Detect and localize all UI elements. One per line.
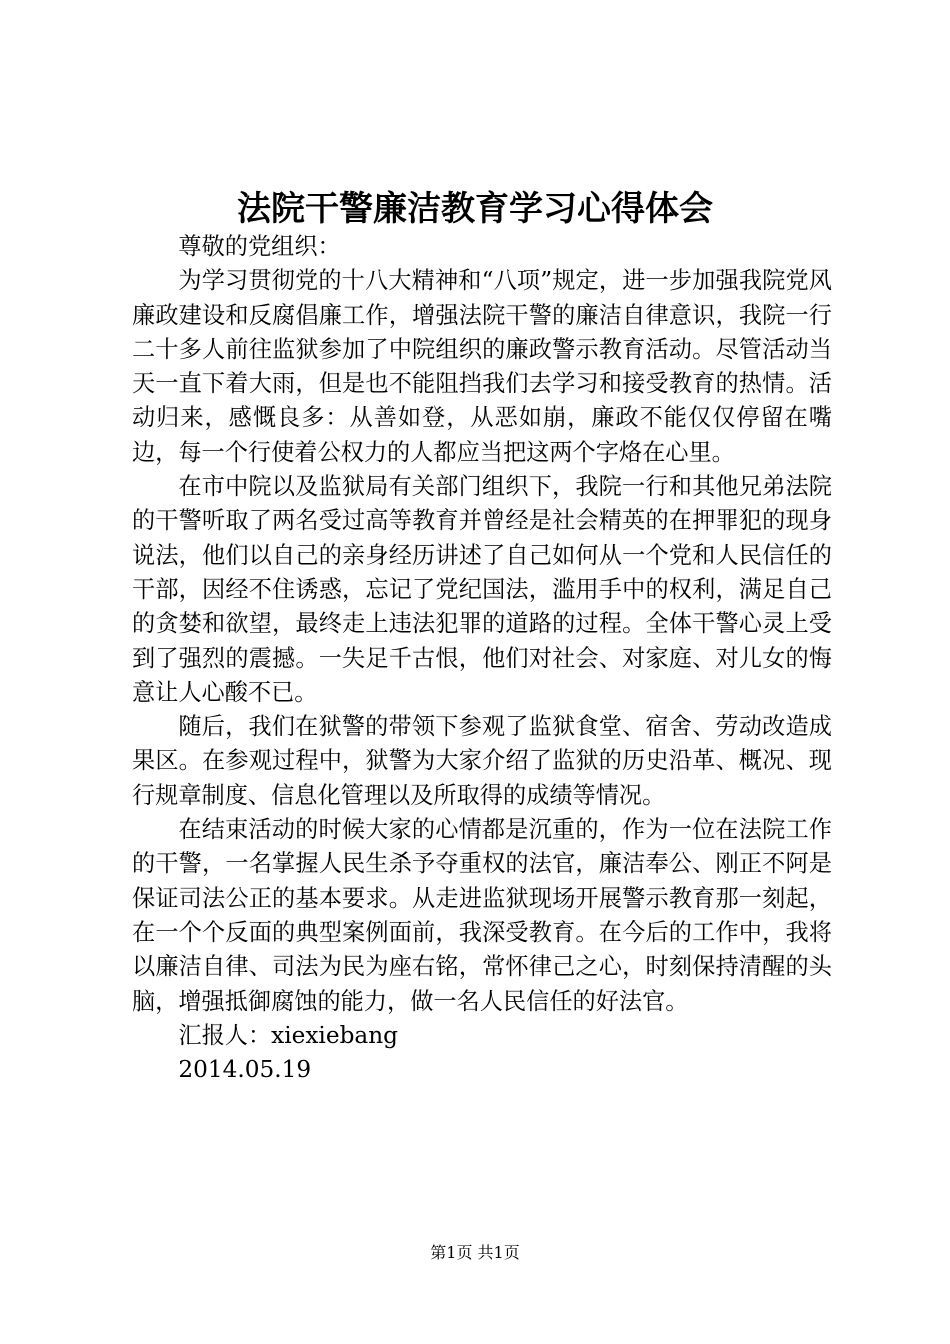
document-body bbox=[132, 230, 832, 1087]
paragraph-1: 为学习贯彻党的十八大精神和“八项”规定，进一步加强我院党风廉政建设和反腐倡廉工作，增强法院干警的廉洁自律意识，我院一行二十多人前往监狱参加了中院组织的廉政警示教育活动。尽管活动当天一直下着大雨，但是也不能阻挡我们去学习和接受教育的热情。活动归来，感慨良多：从善如登，从恶如崩，廉政不能仅仅停留在嘴边，每一个行使着公权力的人都应当把这两个字烙在心里。 bbox=[132, 267, 832, 466]
salutation: 尊敬的党组织： bbox=[178, 233, 341, 260]
paragraph-3: 随后，我们在狱警的带领下参观了监狱食堂、宿舍、劳动改造成果区。在参观过程中，狱警为大家介绍了监狱的历史沿革、概况、现行规章制度、信息化管理以及所取得的成绩等情况。 bbox=[132, 713, 832, 809]
date-line: 2014.05.19 bbox=[178, 1056, 312, 1084]
paragraph-4: 在结束活动的时候大家的心情都是沉重的，作为一位在法院工作的干警，一名掌握人民生杀予夺重权的法官，廉洁奉公、刚正不阿是保证司法公正的基本要求。从走进监狱现场开展警示教育那一刻起，在一个个反面的典型案例面前，我深受教育。在今后的工作中，我将以廉洁自律、司法为民为座右铭，常怀律己之心，时刻保持清醒的头脑，增强抵御腐蚀的能力，做一名人民信任的好法官。 bbox=[132, 816, 832, 1015]
page-footer: 第1页 共1页 bbox=[430, 1243, 520, 1262]
paragraph-2: 在市中院以及监狱局有关部门组织下，我院一行和其他兄弟法院的干警听取了两名受过高等教育并曾经是社会精英的在押罪犯的现身说法，他们以自己的亲身经历讲述了自己如何从一个党和人民信任的干部，因经不住诱惑，忘记了党纪国法，滥用手中的权利，满足自己的贪婪和欲望，最终走上违法犯罪的道路的过程。全体干警心灵上受到了强烈的震撼。一失足千古恨，他们对社会、对家庭、对儿女的悔意让人心酸不已。 bbox=[132, 473, 832, 706]
reporter-line: 汇报人：xiexiebang bbox=[178, 1021, 399, 1049]
document-title: 法院干警廉洁教育学习心得体会 bbox=[237, 189, 713, 229]
